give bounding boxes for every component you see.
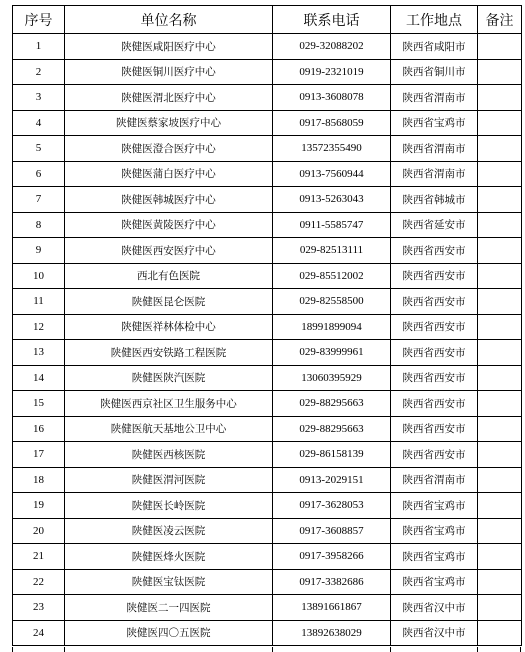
row-note (478, 620, 522, 646)
table-row (13, 85, 522, 111)
row-phone: 029-83999961 (273, 340, 391, 366)
table-edge-stub (390, 647, 391, 652)
row-location: 陕西省西安市 (391, 263, 478, 289)
table-row (13, 569, 522, 595)
row-index: 4 (13, 110, 65, 136)
row-phone: 0917-3608857 (273, 518, 391, 544)
row-unit-name: 陕健医西安铁路工程医院 (65, 340, 273, 366)
row-location: 陕西省汉中市 (391, 620, 478, 646)
table-row (13, 187, 522, 213)
row-location: 陕西省宝鸡市 (391, 493, 478, 519)
table-row (13, 416, 522, 442)
row-note (478, 518, 522, 544)
row-unit-name: 陕健医澄合医疗中心 (65, 136, 273, 162)
row-note (478, 238, 522, 264)
row-index: 20 (13, 518, 65, 544)
row-location: 陕西省西安市 (391, 238, 478, 264)
row-index: 23 (13, 595, 65, 621)
row-note (478, 34, 522, 60)
row-location: 陕西省宝鸡市 (391, 110, 478, 136)
row-unit-name: 陕健医咸阳医疗中心 (65, 34, 273, 60)
row-unit-name: 陕健医凌云医院 (65, 518, 273, 544)
row-note (478, 59, 522, 85)
header-row (13, 6, 522, 34)
table-row (13, 238, 522, 264)
table-row (13, 314, 522, 340)
row-note (478, 340, 522, 366)
row-phone: 0917-3628053 (273, 493, 391, 519)
row-note (478, 263, 522, 289)
table-row (13, 518, 522, 544)
row-phone: 0911-5585747 (273, 212, 391, 238)
row-phone: 029-85512002 (273, 263, 391, 289)
table-body (13, 34, 522, 646)
row-note (478, 391, 522, 417)
row-note (478, 85, 522, 111)
table-header (13, 6, 522, 34)
row-index: 5 (13, 136, 65, 162)
row-note (478, 212, 522, 238)
table-row (13, 34, 522, 60)
row-unit-name: 陕健医西核医院 (65, 442, 273, 468)
row-note (478, 569, 522, 595)
row-index: 10 (13, 263, 65, 289)
table-row (13, 161, 522, 187)
row-note (478, 365, 522, 391)
row-unit-name: 陕健医蒲白医疗中心 (65, 161, 273, 187)
row-unit-name: 陕健医航天基地公卫中心 (65, 416, 273, 442)
row-location: 陕西省渭南市 (391, 161, 478, 187)
row-index: 12 (13, 314, 65, 340)
row-note (478, 161, 522, 187)
row-location: 陕西省西安市 (391, 391, 478, 417)
row-unit-name: 陕健医祥林体检中心 (65, 314, 273, 340)
row-location: 陕西省汉中市 (391, 595, 478, 621)
row-phone: 029-88295663 (273, 391, 391, 417)
row-index: 6 (13, 161, 65, 187)
row-phone: 13572355490 (273, 136, 391, 162)
row-index: 19 (13, 493, 65, 519)
row-note (478, 187, 522, 213)
row-index: 24 (13, 620, 65, 646)
row-unit-name: 陕健医蔡家坡医疗中心 (65, 110, 273, 136)
row-index: 15 (13, 391, 65, 417)
table-row (13, 493, 522, 519)
row-location: 陕西省延安市 (391, 212, 478, 238)
row-note (478, 493, 522, 519)
table-edge-stub (64, 647, 65, 652)
row-unit-name: 陕健医烽火医院 (65, 544, 273, 570)
table-row (13, 340, 522, 366)
table-row (13, 59, 522, 85)
row-index: 9 (13, 238, 65, 264)
row-phone: 0917-3958266 (273, 544, 391, 570)
table-edge-stub (477, 647, 478, 652)
row-location: 陕西省宝鸡市 (391, 569, 478, 595)
row-note (478, 595, 522, 621)
table-row (13, 467, 522, 493)
row-phone: 13891661867 (273, 595, 391, 621)
row-phone: 029-32088202 (273, 34, 391, 60)
row-index: 16 (13, 416, 65, 442)
row-location: 陕西省西安市 (391, 442, 478, 468)
row-location: 陕西省宝鸡市 (391, 518, 478, 544)
row-location: 陕西省渭南市 (391, 136, 478, 162)
row-location: 陕西省西安市 (391, 289, 478, 315)
row-index: 8 (13, 212, 65, 238)
row-unit-name: 陕健医渭河医院 (65, 467, 273, 493)
header-note: 备注 (478, 6, 522, 34)
row-unit-name: 陕健医陕汽医院 (65, 365, 273, 391)
table-row (13, 110, 522, 136)
table-edge-stub (520, 647, 521, 652)
row-note (478, 416, 522, 442)
table-row (13, 365, 522, 391)
row-unit-name: 陕健医铜川医疗中心 (65, 59, 273, 85)
row-unit-name: 陕健医韩城医疗中心 (65, 187, 273, 213)
row-note (478, 314, 522, 340)
row-note (478, 289, 522, 315)
row-location: 陕西省渭南市 (391, 467, 478, 493)
row-location: 陕西省渭南市 (391, 85, 478, 111)
row-index: 1 (13, 34, 65, 60)
row-index: 3 (13, 85, 65, 111)
row-index: 14 (13, 365, 65, 391)
table-row (13, 391, 522, 417)
table-row (13, 289, 522, 315)
row-phone: 029-82558500 (273, 289, 391, 315)
table-row (13, 544, 522, 570)
row-index: 7 (13, 187, 65, 213)
row-unit-name: 陕健医黄陵医疗中心 (65, 212, 273, 238)
header-index: 序号 (13, 6, 65, 34)
row-unit-name: 陕健医二一四医院 (65, 595, 273, 621)
row-location: 陕西省西安市 (391, 314, 478, 340)
row-location: 陕西省韩城市 (391, 187, 478, 213)
row-note (478, 544, 522, 570)
row-phone: 13892638029 (273, 620, 391, 646)
row-index: 21 (13, 544, 65, 570)
table-row (13, 212, 522, 238)
row-unit-name: 西北有色医院 (65, 263, 273, 289)
row-location: 陕西省宝鸡市 (391, 544, 478, 570)
row-phone: 0913-5263043 (273, 187, 391, 213)
row-phone: 0913-2029151 (273, 467, 391, 493)
row-phone: 0913-3608078 (273, 85, 391, 111)
table-row (13, 136, 522, 162)
row-phone: 0913-7560944 (273, 161, 391, 187)
table-row (13, 263, 522, 289)
row-unit-name: 陕健医四〇五医院 (65, 620, 273, 646)
table-row (13, 620, 522, 646)
row-phone: 029-86158139 (273, 442, 391, 468)
row-index: 2 (13, 59, 65, 85)
row-unit-name: 陕健医西京社区卫生服务中心 (65, 391, 273, 417)
row-location: 陕西省西安市 (391, 416, 478, 442)
row-note (478, 467, 522, 493)
row-phone: 0919-2321019 (273, 59, 391, 85)
row-unit-name: 陕健医西安医疗中心 (65, 238, 273, 264)
row-index: 11 (13, 289, 65, 315)
row-note (478, 442, 522, 468)
row-note (478, 110, 522, 136)
row-unit-name: 陕健医渭北医疗中心 (65, 85, 273, 111)
row-location: 陕西省咸阳市 (391, 34, 478, 60)
row-index: 22 (13, 569, 65, 595)
header-location: 工作地点 (391, 6, 478, 34)
table-edge-stub (12, 647, 13, 652)
hospital-contact-table (12, 5, 522, 646)
row-unit-name: 陕健医长岭医院 (65, 493, 273, 519)
row-unit-name: 陕健医宝钛医院 (65, 569, 273, 595)
row-index: 17 (13, 442, 65, 468)
row-phone: 029-88295663 (273, 416, 391, 442)
row-phone: 029-82513111 (273, 238, 391, 264)
row-index: 13 (13, 340, 65, 366)
table-row (13, 442, 522, 468)
row-location: 陕西省西安市 (391, 365, 478, 391)
row-phone: 13060395929 (273, 365, 391, 391)
table-edge-stub (272, 647, 273, 652)
header-phone: 联系电话 (273, 6, 391, 34)
row-unit-name: 陕健医昆仑医院 (65, 289, 273, 315)
row-index: 18 (13, 467, 65, 493)
row-location: 陕西省西安市 (391, 340, 478, 366)
row-phone: 18991899094 (273, 314, 391, 340)
table-row (13, 595, 522, 621)
header-unit-name: 单位名称 (65, 6, 273, 34)
row-note (478, 136, 522, 162)
row-phone: 0917-8568059 (273, 110, 391, 136)
row-location: 陕西省铜川市 (391, 59, 478, 85)
row-phone: 0917-3382686 (273, 569, 391, 595)
